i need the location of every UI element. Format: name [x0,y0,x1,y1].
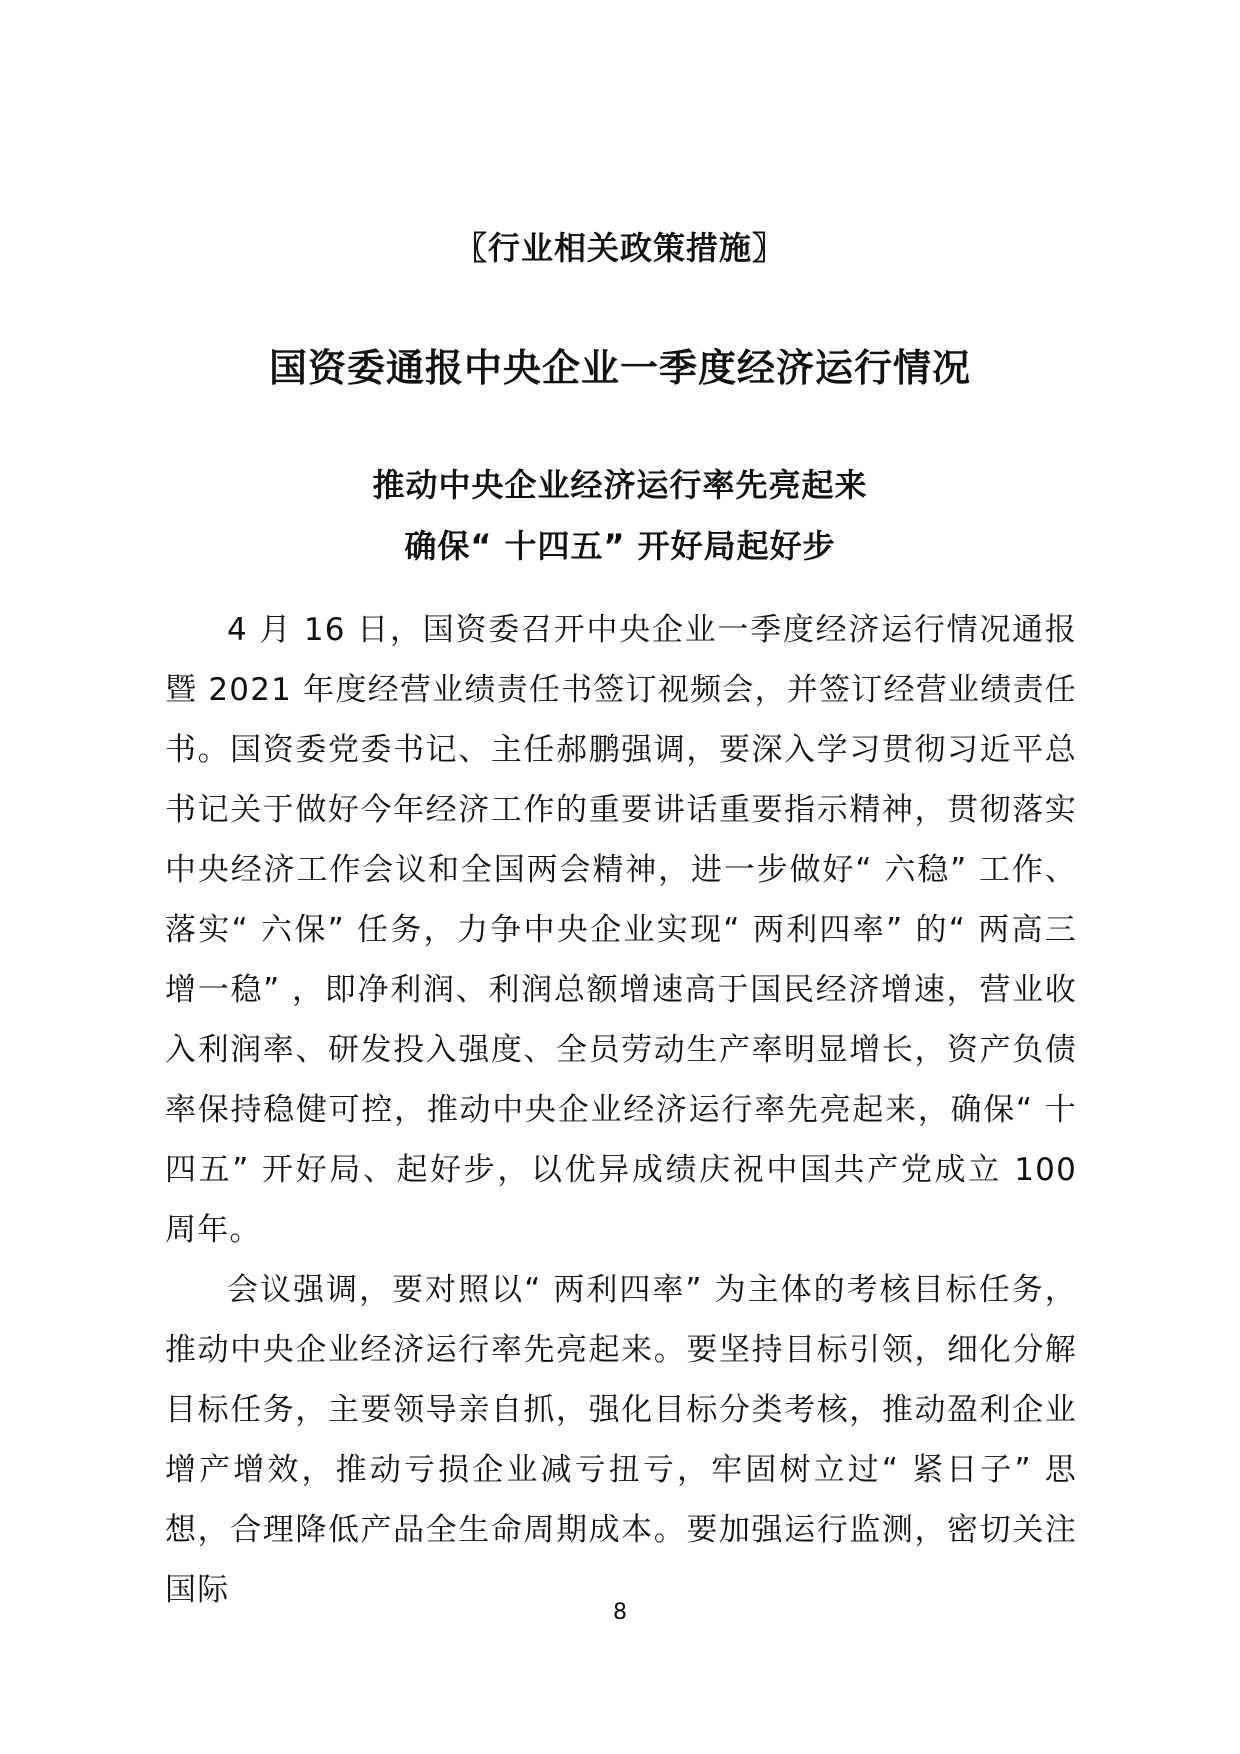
section-label: 〖行业相关政策措施〗 [454,229,785,267]
page-number: 8 [613,1600,627,1625]
page-title: 国资委通报中央企业一季度经济运行情况 [268,346,971,390]
paragraph-2: 会议强调，要对照以“ 两利四率” 为主体的考核目标任务，推动中央企业经济运行率先亮起来。要坚持目标引领，细化分解目标任务，主要领导亲自抓，强化目标分类考核，推动盈利企业增产增效，推动亏损企业减亏扭亏，牢固树立过“ 紧日子” 思想，合理降低产品全生命周期成本。要加强运行监测，密切关注国际 [165,1272,1077,1608]
subtitle-line-2: 确保“ 十四五” 开好局起好步 [404,527,836,565]
body-text [165,600,1077,1620]
paragraph-1: 4 月 16 日，国资委召开中央企业一季度经济运行情况通报暨 2021 年度经营业绩责任书签订视频会，并签订经营业绩责任书。国资委党委书记、主任郝鹏强调，要深入学习贯彻习近平总书记关于做好今年经济工作的重要讲话重要指示精神，贯彻落实中央经济工作会议和全国两会精神，进一步做好“ 六稳” 工作、落实“ 六保” 任务，力争中央企业实现“ 两利四率” 的“ 两高三增一稳” ，即净利润、利润总额增速高于国民经济增速，营业收入利润率、研发投入强度、全员劳动生产率明显增长，资产负债率保持稳健可控，推动中央企业经济运行率先亮起来，确保“ 十四五” 开好局、起好步，以优异成绩庆祝中国共产党成立 100 周年。 [165,612,1077,1248]
subtitle-line-1: 推动中央企业经济运行率先亮起来 [372,466,868,504]
